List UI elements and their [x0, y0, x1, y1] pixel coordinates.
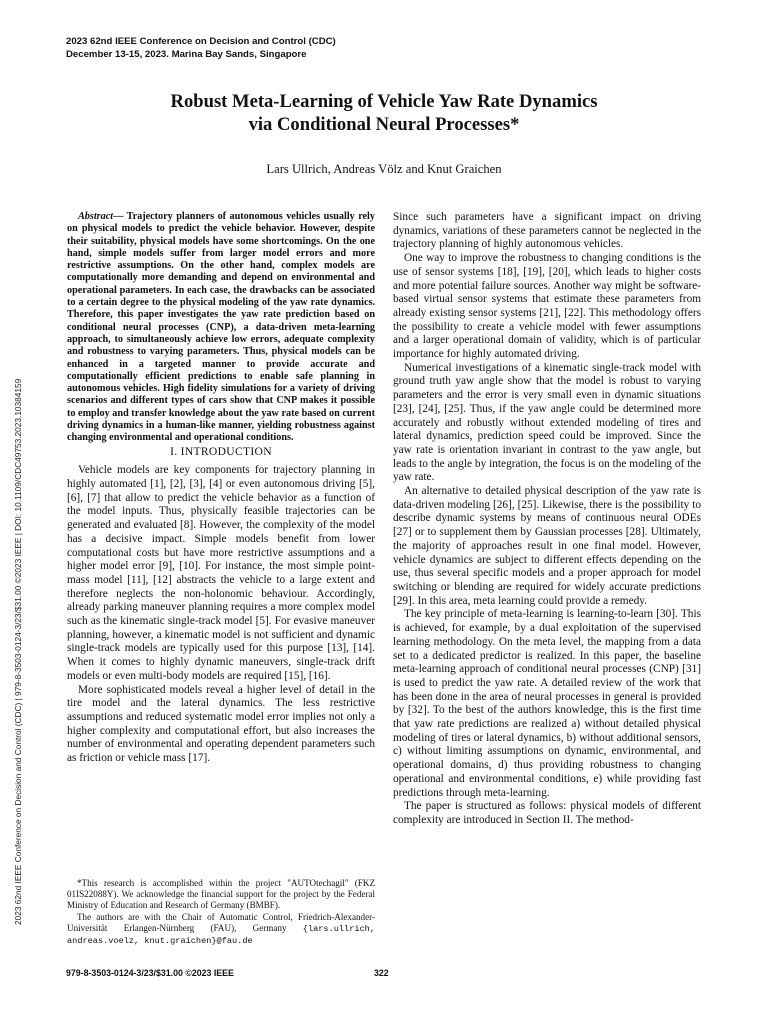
- footnote-funding: *This research is accomplished within the project "AUTOtechagil" (FKZ 01IS22088Y). We acknowledge the financial support for the project by the Federal Ministry of Education and Research of Germany (BMBF).: [67, 878, 375, 911]
- conference-name: 2023 62nd IEEE Conference on Decision and Control (CDC): [66, 36, 336, 47]
- right-paragraph-2: One way to improve the robustness to changing conditions is the use of sensor systems [18], [19], [20], which leads to higher costs and more potential failure sources. Another way might be software-based virtual sensor systems that estimate these parameters from already existing sensor systems [21], [22]. This methodology offers the possibility to create a vehicle model with fewer assumptions and a larger operational domain of validity, which is of particular importance for highly automated driving.: [393, 252, 701, 361]
- section-heading-introduction: I. INTRODUCTION: [170, 444, 272, 458]
- paper-title: [80, 90, 688, 136]
- left-column: [67, 211, 375, 766]
- page-number: 322: [374, 968, 389, 978]
- right-column: [393, 211, 701, 828]
- footnote: [67, 878, 375, 947]
- conference-header: [66, 35, 336, 61]
- intro-paragraph-2: More sophisticated models reveal a higher level of detail in the tire model and the lateral dynamics. The less restrictive assumptions and reduced systematic model error implies not only a higher complexity and computational effort, but also increases the number of environmental and operating dependent parameters such as friction or vehicle mass [17].: [67, 683, 375, 765]
- abstract-label: Abstract: [78, 211, 114, 222]
- right-paragraph-5: The key principle of meta-learning is learning-to-learn [30]. This is achieved, for example, by a dual exploitation of the supervised learning methodology. On the meta level, the mapping from a data set to a dedicated predictor is realized. In this paper, the baseline meta-learning approach of conditional neural processes (CNP) [31] is used to predict the yaw rate. A detailed review of the work that has been done in the area of neural processes in general is provided by [32]. To the best of the authors knowledge, this is the first time that yaw rate predictions are realized a) without detailed physical modeling of tires or lateral dynamics, b) without additional sensors, c) without limiting assumptions on dynamic, environmental, and operational domains, d) thus providing robustness to changing operational and environmental conditions, e) while providing fast predictions through meta-learning.: [393, 608, 701, 799]
- right-paragraph-1: Since such parameters have a significant impact on driving dynamics, variations of these parameters cannot be neglected in the trajectory planning of highly autonomous vehicles.: [393, 211, 701, 251]
- conference-date-location: December 13-15, 2023. Marina Bay Sands, Singapore: [66, 49, 307, 60]
- footnote-affiliation: [67, 912, 375, 948]
- right-paragraph-4: An alternative to detailed physical description of the yaw rate is data-driven modeling [26], [25]. Likewise, there is the possibility to describe dynamic systems by means of continuous neural ODEs [27] or to supplement them by Gaussian processes [28]. Ultimately, the majority of approaches result in one final model. However, vehicle dynamics are subject to different effects depending on the use, thus several specific models and a proper approach for model switching or blending are required for widely accurate predictions [29]. In this area, meta learning could provide a remedy.: [393, 485, 701, 607]
- abstract: [67, 211, 375, 445]
- title-line-2: via Conditional Neural Processes*: [248, 114, 520, 135]
- intro-paragraph-1: Vehicle models are key components for trajectory planning in highly automated [1], [2], [3], [4] or even autonomous driving [5], [6], [7] that allow to predict the vehicle behavior as a function of the model inputs. Thus, physically feasible trajectories can be generated and evaluated [8]. However, the complexity of the model has a decisive impact. Simple models benefit from lower computational costs but have more restrictive assumptions and a higher model error [9], [10]. For instance, the most simple point-mass model [11], [12] abstracts the vehicle to a large extent and therefore neglects the non-holonomic behaviour. Accordingly, already parking maneuver planning requires a more complex model such as the kinematic single-track model [5]. For evasive maneuver planning, however, a kinematic model is not sufficient and dynamic single-track models are typically used for this purpose [13], [14]. When it comes to highly dynamic maneuvers, single-track drift models or even multi-body models are required [15], [16].: [67, 464, 375, 682]
- right-paragraph-3: Numerical investigations of a kinematic single-track model with ground truth yaw angle show that the model is robust to varying parameters and the error is very small even in dynamic situations [23], [24], [25]. Thus, if the yaw angle could be determined more accurately and robustly without extended modeling of tires and lateral dynamics, prediction speed could be improved. Since the yaw rate is orientation invariant in contrast to the yaw angle, but leads to the angle by integration, the focus is on the modeling of the yaw rate.: [393, 361, 701, 484]
- abstract-text: — Trajectory planners of autonomous vehicles usually rely on physical models to predict the vehicle behavior. However, despite their suitability, physical models have some shortcomings. On the one hand, simple models suffer from larger model errors and more restrictive assumptions. On the other hand, complex models are computationally more demanding and depend on environmental and operational parameters. In each case, the drawbacks can be associated to a certain degree to the physical modeling of the yaw rate dynamics. Therefore, this paper investigates the yaw rate prediction based on conditional neural processes (CNP), a data-driven meta-learning approach, to simultaneously achieve low errors, adequate complexity and robustness to varying parameters. Thus, physical models can be enhanced in a targeted manner to provide accurate and computationally efficient predictions to enable safe planning in autonomous vehicles. High fidelity simulations for a variety of driving scenarios and different types of cars show that CNP makes it possible to employ and transfer knowledge about the yaw rate based on current driving dynamics in a human-like manner, yielding robustness against changing environmental and operational conditions.: [67, 211, 375, 444]
- footnote-emails: {lars.ullrich, andreas.voelz, knut.graichen}@fau.de: [67, 923, 375, 947]
- doi-sidebar: 2023 62nd IEEE Conference on Decision and Control (CDC) | 979-8-3503-0124-3/23/$31.00 ©2023 IEEE | DOI: 10.1109/CDC49753.2023.10384159: [13, 378, 23, 925]
- title-line-1: Robust Meta-Learning of Vehicle Yaw Rate Dynamics: [170, 91, 598, 112]
- footer-isbn: 979-8-3503-0124-3/23/$31.00 ©2023 IEEE: [66, 968, 234, 978]
- right-paragraph-6: The paper is structured as follows: physical models of different complexity are introduced in Section II. The method-: [393, 800, 701, 826]
- author-list: Lars Ullrich, Andreas Völz and Knut Graichen: [266, 162, 502, 176]
- footnote-affiliation-text: The authors are with the Chair of Automatic Control, Friedrich-Alexander-Universität Erlangen-Nürnberg (FAU), Germany: [67, 911, 375, 933]
